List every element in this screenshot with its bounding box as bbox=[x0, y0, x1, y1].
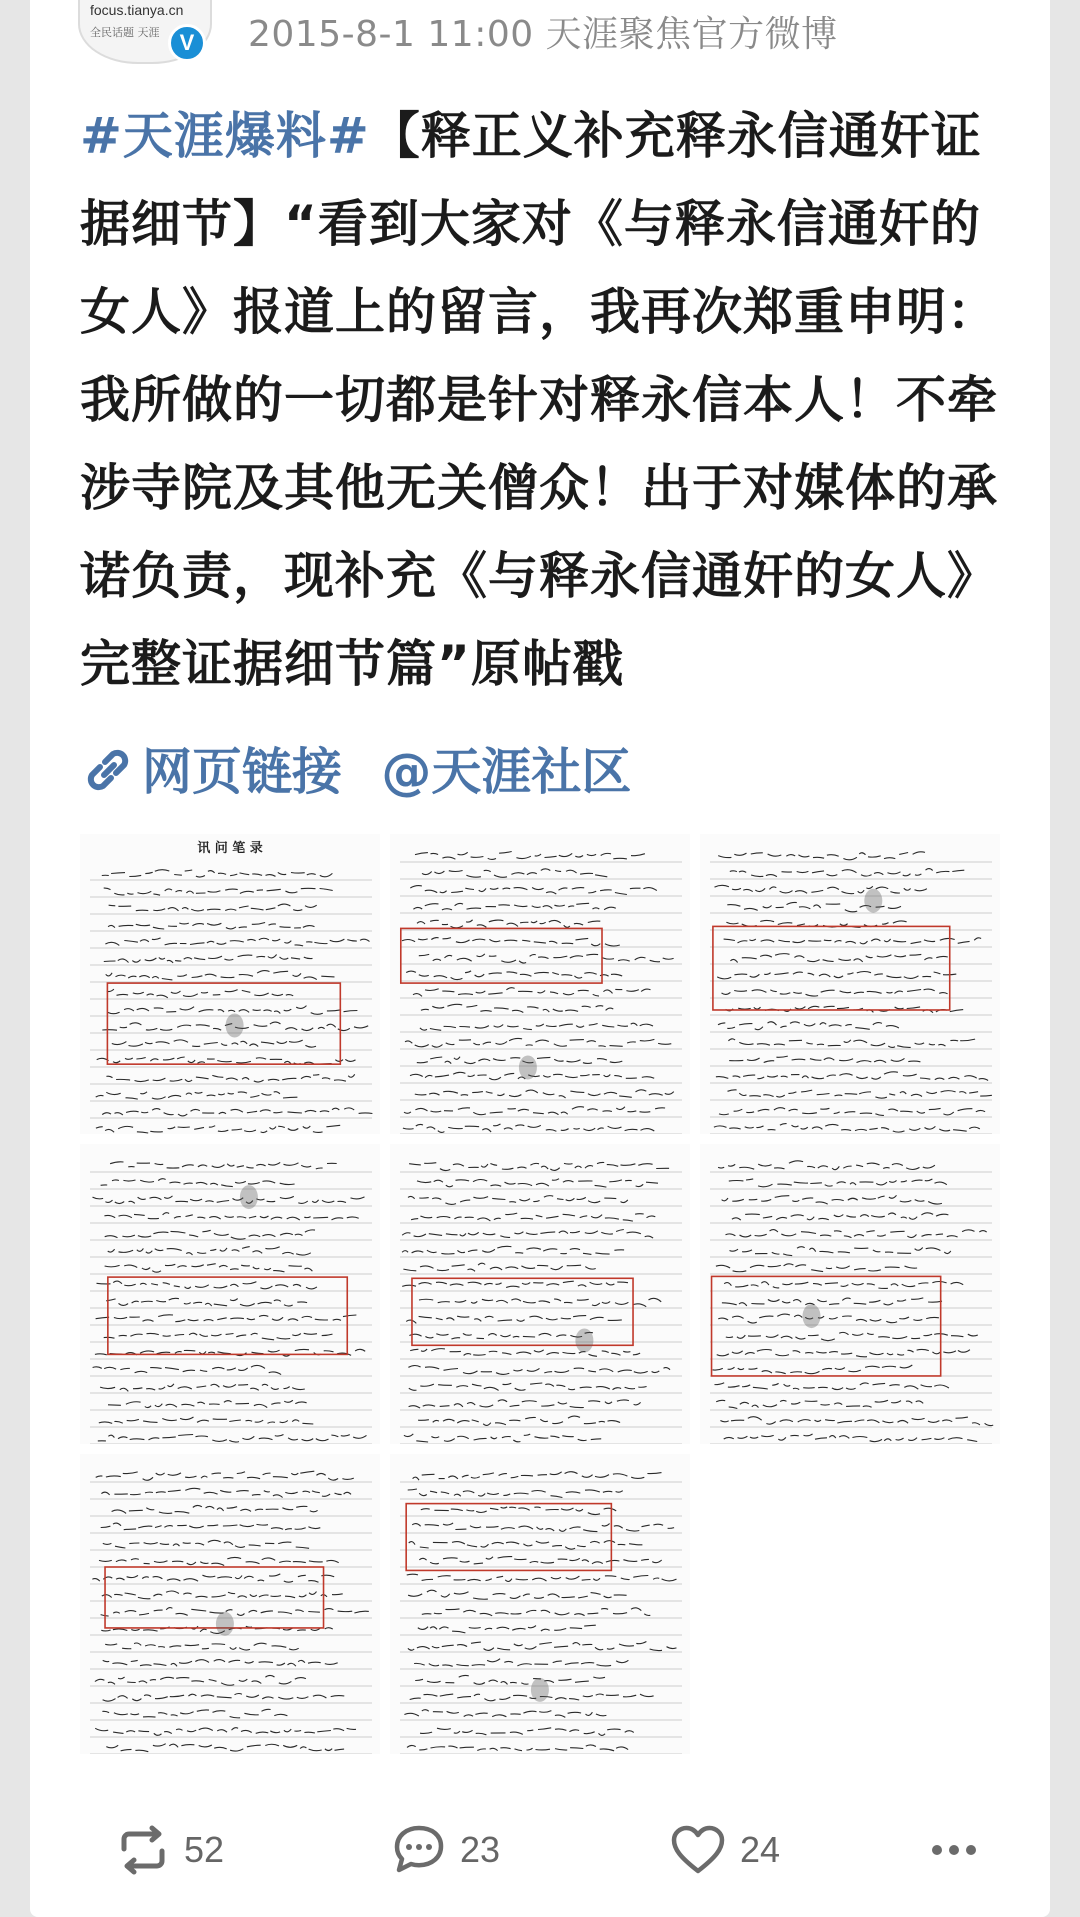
handwriting-line bbox=[409, 1541, 643, 1550]
avatar-slogan-text: 全民话题 天涯 bbox=[90, 26, 160, 39]
handwriting-line bbox=[411, 1213, 655, 1221]
handwriting-line bbox=[719, 1108, 985, 1116]
handwriting-line bbox=[107, 989, 294, 998]
fingerprint-mark bbox=[216, 1612, 234, 1636]
handwriting-line bbox=[104, 888, 333, 895]
handwriting-line bbox=[108, 1247, 311, 1255]
handwritten-page bbox=[390, 834, 690, 1134]
handwriting-line bbox=[420, 1728, 634, 1736]
handwriting-line bbox=[99, 1557, 339, 1565]
handwriting-line bbox=[99, 1417, 313, 1424]
evidence-document-image[interactable] bbox=[80, 834, 380, 1134]
handwriting-line bbox=[402, 1230, 653, 1239]
red-highlight-box bbox=[107, 983, 340, 1064]
more-button[interactable] bbox=[930, 1810, 978, 1890]
handwriting-line bbox=[109, 904, 317, 911]
mention-link[interactable]: @天涯社区 bbox=[381, 743, 632, 801]
handwriting-line bbox=[417, 1057, 623, 1064]
link-icon bbox=[80, 745, 136, 795]
handwriting-line bbox=[112, 1505, 318, 1513]
handwritten-page bbox=[700, 1144, 1000, 1444]
handwriting-line bbox=[728, 1039, 975, 1048]
action-bar bbox=[0, 1810, 1080, 1890]
handwriting-line bbox=[716, 1264, 917, 1272]
fingerprint-mark bbox=[575, 1329, 593, 1353]
handwriting-line bbox=[718, 1022, 899, 1030]
handwriting-line bbox=[407, 1745, 628, 1751]
handwriting-line bbox=[724, 1281, 963, 1288]
handwriting-line bbox=[409, 1332, 593, 1339]
handwriting-line bbox=[406, 1316, 622, 1324]
handwriting-line bbox=[410, 886, 657, 895]
handwriting-line bbox=[101, 1488, 351, 1497]
handwriting-line bbox=[102, 1108, 372, 1116]
handwriting-line bbox=[422, 869, 607, 877]
hashtag-link[interactable]: #天涯爆料# bbox=[80, 107, 370, 165]
handwriting-line bbox=[408, 1590, 626, 1599]
web-link[interactable] bbox=[80, 743, 359, 801]
handwriting-line bbox=[714, 1124, 980, 1133]
handwriting-line bbox=[716, 1400, 923, 1408]
handwriting-line bbox=[97, 1281, 317, 1289]
comment-count: 23 bbox=[460, 1829, 501, 1870]
handwriting-line bbox=[713, 1365, 913, 1374]
handwriting-line bbox=[95, 1675, 306, 1685]
handwriting-line bbox=[409, 1162, 669, 1170]
handwriting-line bbox=[419, 1557, 661, 1564]
post-time: 11:00 bbox=[427, 14, 534, 55]
verified-badge-icon: V bbox=[168, 24, 206, 62]
handwriting-line bbox=[98, 1435, 367, 1443]
more-dots-icon bbox=[930, 1843, 978, 1857]
handwriting-line bbox=[715, 885, 927, 893]
handwriting-line bbox=[422, 1608, 651, 1616]
handwriting-line bbox=[105, 1230, 315, 1239]
fingerprint-mark bbox=[803, 1304, 821, 1328]
handwriting-line bbox=[95, 1728, 356, 1736]
fingerprint-mark bbox=[519, 1056, 537, 1080]
web-link-label: 网页链接 bbox=[142, 743, 342, 801]
handwriting-line bbox=[103, 1540, 309, 1548]
evidence-document-image[interactable] bbox=[80, 1144, 380, 1444]
repost-icon bbox=[116, 1825, 170, 1875]
repost-count: 52 bbox=[184, 1829, 225, 1870]
handwriting-line bbox=[92, 1574, 334, 1582]
handwriting-line bbox=[105, 1264, 313, 1273]
handwriting-line bbox=[102, 1709, 287, 1718]
handwriting-line bbox=[104, 955, 313, 963]
avatar-url-text: focus.tianya.cn bbox=[90, 2, 184, 18]
handwriting-line bbox=[415, 1090, 674, 1098]
handwritten-page bbox=[390, 1454, 690, 1754]
handwriting-line bbox=[418, 1416, 620, 1425]
handwriting-line bbox=[107, 1006, 357, 1015]
handwriting-line bbox=[104, 1333, 333, 1340]
handwriting-line bbox=[108, 923, 314, 930]
handwriting-line bbox=[96, 1315, 357, 1322]
handwriting-line bbox=[415, 852, 645, 860]
evidence-document-image[interactable] bbox=[390, 1454, 690, 1754]
handwriting-line bbox=[409, 1400, 641, 1408]
evidence-document-image[interactable] bbox=[80, 1454, 380, 1754]
handwriting-line bbox=[406, 971, 622, 980]
post-links bbox=[80, 732, 631, 804]
handwriting-line bbox=[413, 988, 651, 997]
handwritten-page bbox=[80, 834, 380, 1134]
handwriting-line bbox=[729, 1179, 947, 1187]
handwriting-line bbox=[729, 1056, 920, 1063]
handwriting-line bbox=[408, 1365, 670, 1374]
handwriting-line bbox=[403, 1124, 654, 1132]
handwriting-line bbox=[101, 1608, 369, 1617]
handwritten-page bbox=[80, 1454, 380, 1754]
handwriting-line bbox=[97, 1057, 356, 1064]
handwriting-line bbox=[410, 1349, 640, 1357]
handwriting-line bbox=[413, 1472, 662, 1481]
handwriting-line bbox=[405, 1038, 671, 1047]
handwriting-line bbox=[717, 1349, 970, 1356]
handwriting-line bbox=[101, 1179, 295, 1187]
comment-icon bbox=[392, 1823, 446, 1877]
handwriting-line bbox=[402, 1246, 624, 1254]
fingerprint-mark bbox=[240, 1185, 258, 1209]
handwriting-line bbox=[408, 1489, 623, 1498]
handwriting-line bbox=[724, 1434, 978, 1442]
handwriting-line bbox=[419, 954, 674, 963]
handwriting-line bbox=[722, 1195, 942, 1204]
handwriting-line bbox=[102, 1591, 343, 1599]
handwriting-line bbox=[407, 1574, 677, 1581]
comment-button[interactable] bbox=[392, 1810, 500, 1890]
handwriting-line bbox=[103, 1660, 338, 1667]
handwriting-line bbox=[421, 1507, 616, 1515]
heart-icon bbox=[670, 1825, 726, 1875]
red-highlight-box bbox=[713, 926, 950, 1010]
handwriting-line bbox=[415, 1675, 605, 1684]
red-highlight-box bbox=[406, 1504, 611, 1571]
handwriting-line bbox=[716, 1072, 988, 1081]
handwriting-line bbox=[104, 1213, 358, 1220]
handwriting-line bbox=[414, 1659, 628, 1667]
handwriting-line bbox=[726, 1230, 987, 1238]
handwriting-line bbox=[408, 1642, 677, 1651]
fingerprint-mark bbox=[864, 889, 882, 913]
handwriting-line bbox=[404, 1710, 606, 1718]
handwriting-line bbox=[100, 1384, 305, 1392]
handwriting-line bbox=[421, 1004, 613, 1012]
handwriting-line bbox=[718, 1161, 935, 1170]
handwriting-line bbox=[408, 1196, 628, 1205]
handwriting-line bbox=[101, 1523, 321, 1530]
post-date: 2015-8-1 bbox=[248, 14, 416, 55]
handwriting-line bbox=[106, 971, 335, 980]
handwriting-line bbox=[724, 938, 982, 944]
handwriting-line bbox=[718, 1314, 939, 1323]
handwriting-line bbox=[417, 920, 600, 928]
handwriting-line bbox=[110, 1162, 337, 1169]
handwriting-line bbox=[732, 1213, 949, 1220]
handwriting-line bbox=[730, 1247, 951, 1256]
like-button[interactable] bbox=[670, 1810, 780, 1890]
handwriting-line bbox=[106, 1298, 307, 1306]
handwriting-line bbox=[112, 1040, 316, 1047]
post-meta bbox=[248, 6, 850, 57]
handwriting-line bbox=[105, 1643, 299, 1650]
evidence-document-image[interactable] bbox=[390, 834, 690, 1134]
handwriting-line bbox=[730, 869, 965, 877]
handwriting-line bbox=[409, 1383, 647, 1390]
post-body bbox=[80, 92, 1000, 708]
fingerprint-mark bbox=[226, 1014, 244, 1038]
evidence-document-image[interactable] bbox=[700, 1144, 1000, 1444]
handwriting-line bbox=[93, 1196, 365, 1204]
repost-button[interactable] bbox=[116, 1810, 224, 1890]
handwriting-line bbox=[418, 1625, 596, 1633]
handwriting-line bbox=[402, 938, 620, 946]
handwriting-line bbox=[404, 1107, 665, 1115]
handwriting-line bbox=[404, 1434, 601, 1442]
post-body-text: 【释正义补充释永信通奸证据细节】“看到大家对《与释永信通奸的女人》报道上的留言，我再次郑重申明：我所做的一切都是针对释永信本人！不牵涉寺院及其他无关僧众！出于对媒体的承诺负责，现补充《与释永信通奸的女人》完整证据细节篇”原帖戳 bbox=[80, 107, 998, 693]
handwriting-line bbox=[93, 1365, 281, 1374]
handwriting-line bbox=[419, 1298, 661, 1306]
handwriting-line bbox=[730, 954, 947, 963]
like-count: 24 bbox=[740, 1829, 781, 1870]
handwriting-line bbox=[103, 1694, 345, 1702]
handwriting-line bbox=[403, 1263, 595, 1271]
image-grid bbox=[80, 834, 1000, 1754]
handwriting-line bbox=[96, 1092, 298, 1099]
handwriting-line bbox=[717, 971, 956, 978]
handwriting-line bbox=[722, 989, 948, 996]
handwriting-line bbox=[105, 938, 369, 946]
handwriting-line bbox=[96, 1125, 340, 1133]
handwriting-line bbox=[718, 852, 925, 860]
handwriting-line bbox=[410, 1694, 654, 1701]
handwriting-line bbox=[720, 1417, 993, 1426]
handwriting-line bbox=[728, 1090, 992, 1098]
handwriting-line bbox=[420, 1023, 653, 1030]
handwriting-line bbox=[106, 1074, 354, 1082]
handwriting-line bbox=[106, 1744, 344, 1752]
handwritten-page bbox=[700, 834, 1000, 1134]
handwriting-line bbox=[402, 1281, 628, 1287]
handwriting-line bbox=[96, 1471, 354, 1480]
fingerprint-mark bbox=[531, 1678, 549, 1702]
handwriting-line bbox=[417, 1179, 658, 1187]
handwriting-line bbox=[722, 1298, 942, 1306]
post-source[interactable]: 天涯聚焦官方微博 bbox=[545, 14, 838, 55]
handwritten-page bbox=[80, 1144, 380, 1444]
handwriting-line bbox=[102, 870, 333, 877]
document-title: 讯 问 笔 录 bbox=[197, 841, 263, 856]
handwriting-line bbox=[715, 1383, 949, 1390]
handwritten-page bbox=[390, 1144, 690, 1444]
handwriting-line bbox=[108, 1400, 307, 1407]
handwriting-line bbox=[413, 903, 615, 910]
evidence-document-image[interactable] bbox=[390, 1144, 690, 1444]
handwriting-line bbox=[412, 1523, 674, 1532]
evidence-document-image[interactable] bbox=[700, 834, 1000, 1134]
